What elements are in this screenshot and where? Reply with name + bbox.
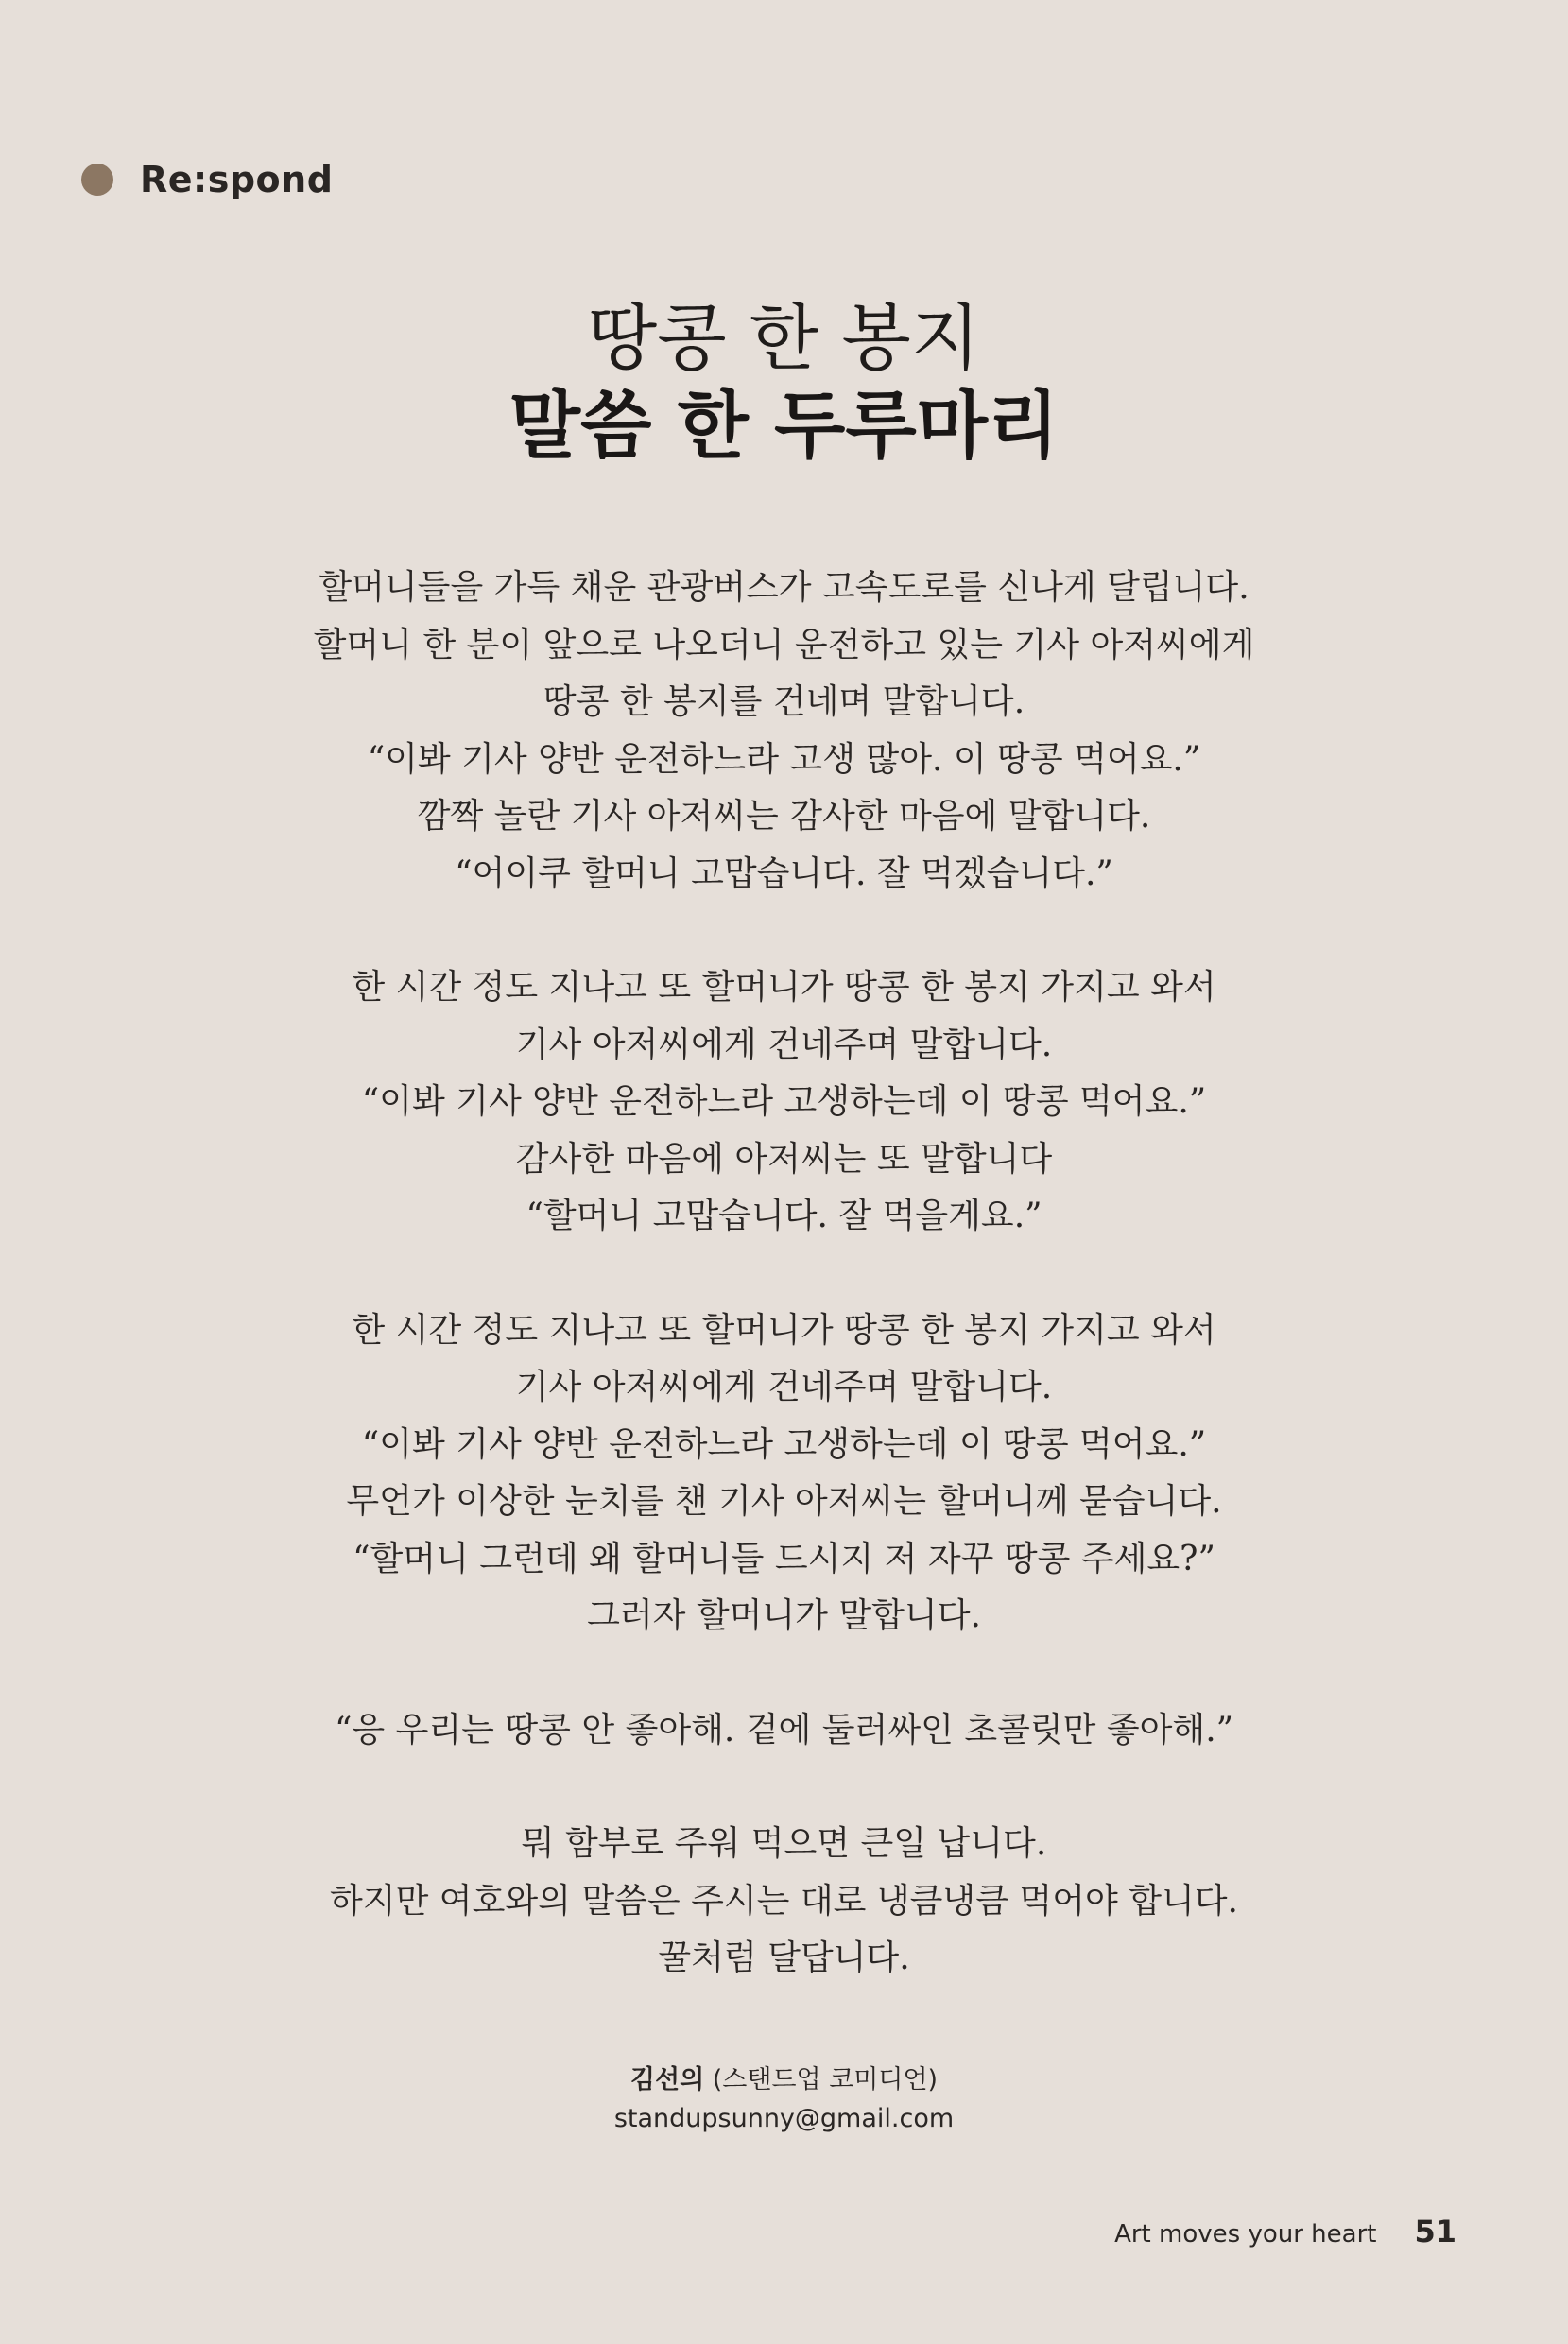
author-credit bbox=[0, 2060, 1568, 2138]
body-line: 한 시간 정도 지나고 또 할머니가 땅콩 한 봉지 가지고 와서 bbox=[352, 968, 1216, 1007]
body-line: “어이쿠 할머니 고맙습니다. 잘 먹겠습니다.” bbox=[455, 853, 1113, 893]
page-footer bbox=[1114, 2214, 1456, 2249]
article-body bbox=[0, 560, 1568, 2044]
body-line: 한 시간 정도 지나고 또 할머니가 땅콩 한 봉지 가지고 와서 bbox=[352, 1310, 1216, 1350]
body-line: “할머니 고맙습니다. 잘 먹을게요.” bbox=[526, 1197, 1042, 1235]
title-line-2: 말씀 한 두루마리 bbox=[508, 383, 1060, 469]
paragraph bbox=[0, 1816, 1568, 1988]
body-line: 기사 아저씨에게 건네주며 말합니다. bbox=[515, 1025, 1053, 1064]
author-name: 김선의 bbox=[629, 2065, 705, 2094]
section-tag bbox=[81, 159, 333, 200]
body-line: 할머니들을 가득 채운 관광버스가 고속도로를 신나게 달립니다. bbox=[319, 568, 1249, 607]
body-line: 꿀처럼 달답니다. bbox=[658, 1939, 910, 1977]
paragraph bbox=[0, 1702, 1568, 1760]
title-line-1: 땅콩 한 봉지 bbox=[587, 296, 981, 380]
author-email: standupsunny@gmail.com bbox=[613, 2104, 955, 2133]
body-line: “응 우리는 땅콩 안 좋아해. 겉에 둘러싸인 초콜릿만 좋아해.” bbox=[334, 1710, 1234, 1749]
body-line: 무언가 이상한 눈치를 챈 기사 아저씨는 할머니께 묻습니다. bbox=[346, 1482, 1222, 1521]
body-line: 기사 아저씨에게 건네주며 말합니다. bbox=[515, 1368, 1053, 1406]
paragraph bbox=[0, 560, 1568, 903]
article-title bbox=[0, 295, 1568, 471]
paragraph bbox=[0, 1302, 1568, 1646]
body-line: “이봐 기사 양반 운전하느라 고생 많아. 이 땅콩 먹어요.” bbox=[367, 739, 1201, 779]
body-line: 깜짝 놀란 기사 아저씨는 감사한 마음에 말합니다. bbox=[417, 797, 1151, 836]
body-line: “이봐 기사 양반 운전하느라 고생하는데 이 땅콩 먹어요.” bbox=[361, 1424, 1207, 1464]
section-label: Re:spond bbox=[140, 159, 334, 200]
author-role: (스탠드업 코미디언) bbox=[712, 2065, 939, 2094]
footer-tagline: Art moves your heart bbox=[1114, 2220, 1377, 2249]
body-line: “할머니 그런데 왜 할머니들 드시지 저 자꾸 땅콩 주세요?” bbox=[353, 1539, 1215, 1578]
body-line: 뭐 함부로 주워 먹으면 큰일 납니다. bbox=[521, 1824, 1047, 1863]
author-line bbox=[0, 2060, 1568, 2099]
paragraph bbox=[0, 959, 1568, 1246]
body-line: 하지만 여호와의 말씀은 주시는 대로 냉큼냉큼 먹어야 합니다. bbox=[330, 1881, 1238, 1921]
body-line: 땅콩 한 봉지를 건네며 말합니다. bbox=[543, 682, 1025, 721]
body-line: 감사한 마음에 아저씨는 또 말합니다 bbox=[515, 1139, 1053, 1179]
body-line: 그러자 할머니가 말합니다. bbox=[587, 1596, 981, 1635]
body-line: “이봐 기사 양반 운전하느라 고생하는데 이 땅콩 먹어요.” bbox=[361, 1082, 1207, 1121]
page-number: 51 bbox=[1414, 2214, 1456, 2249]
body-line: 할머니 한 분이 앞으로 나오더니 운전하고 있는 기사 아저씨에게 bbox=[313, 625, 1255, 664]
dot-icon bbox=[81, 164, 113, 196]
